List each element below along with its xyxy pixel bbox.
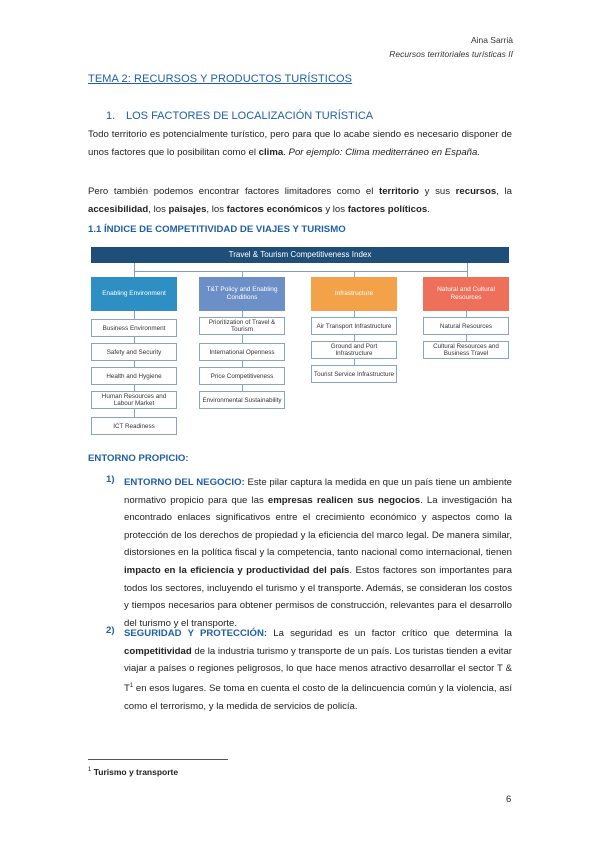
section-title: LOS FACTORES DE LOCALIZACIÓN TURÍSTICA <box>126 110 374 122</box>
sub-ict-readiness: ICT Readiness <box>91 417 177 435</box>
sub-prioritization: Prioritization of Travel & Tourism <box>199 317 285 335</box>
item2-text <box>124 625 512 715</box>
section-number: 1. <box>106 110 116 122</box>
p1-text-a: Todo territorio es potencialmente turístico, pero para que lo acabe siendo es necesario disponer de unos factores que lo posibilitan como el <box>88 129 512 158</box>
p1-example: Por ejemplo: Clima mediterráneo en España. <box>288 146 480 158</box>
section-heading <box>106 110 373 122</box>
footnote-text: Turismo y transporte <box>91 767 179 777</box>
paragraph-2 <box>88 183 512 218</box>
item2-d: en esos lugares. Se toma en cuenta el costo de la delincuencia común y la violencia, así como el terrorismo, y la medida de servicios de policía. <box>124 682 512 712</box>
sub-human-resources: Human Resources and Labour Market <box>91 391 177 409</box>
p1-text-c: . <box>283 146 289 158</box>
item1-c: . La investigación ha encontrado enlaces significativos entre el crecimiento económico y aspectos como la protección de los derechos de propiedad y la eficiencia del marco legal. De manera similar, distorsiones en la política fiscal y la competencia, tanto nacional como internacional, tienen <box>124 494 512 559</box>
item1-text <box>124 474 512 632</box>
pillar-enabling-environment: Enabling Environment <box>91 277 177 311</box>
footnote <box>88 767 178 777</box>
sub-health-hygiene: Health and Hygiene <box>91 367 177 385</box>
sub-safety-security: Safety and Security <box>91 343 177 361</box>
footnote-mark: 1 <box>88 767 92 774</box>
header-course: Recursos territoriales turísticas II <box>389 49 513 59</box>
sub-air-transport: Air Transport Infrastructure <box>311 317 397 335</box>
item2-label: SEGURIDAD Y PROTECCIÓN: <box>124 628 268 639</box>
connector-top <box>134 263 468 271</box>
p2-j: factores económicos <box>226 203 323 215</box>
p2-g: , los <box>148 203 169 215</box>
sub-tourist-service: Tourist Service Infrastructure <box>311 365 397 383</box>
p2-l: factores políticos <box>347 203 428 215</box>
item2-a: La seguridad es un factor crítico que determina la <box>267 628 512 639</box>
item2-footnote-ref: 1 <box>129 682 134 689</box>
p2-a: Pero también podemos encontrar factores limitadores como el <box>88 186 380 197</box>
pillar-natural-cultural: Natural and Cultural Resources <box>423 277 509 311</box>
item1-a: Este pilar captura la medida en que un país tiene un ambiente normativo propicio para que las <box>124 477 512 506</box>
pillar-tt-policy: T&T Policy and Enabling Conditions <box>199 277 285 311</box>
ttci-title-bar: Travel & Tourism Competitiveness Index <box>91 247 509 263</box>
entorno-heading: ENTORNO PROPICIO: <box>88 453 189 464</box>
sub-price-competitiveness: Price Competitiveness <box>199 367 285 385</box>
item1-label: ENTORNO DEL NEGOCIO: <box>124 477 245 488</box>
item2-number: 2) <box>106 625 115 636</box>
footnote-separator <box>88 759 228 760</box>
item2-b: competitividad <box>124 645 192 657</box>
p2-b: territorio <box>379 186 419 197</box>
item1-e: . Estos factores son importantes para todos los sectores, incluyendo el turismo y el transporte. Además, se consideran los costos y tiempos necesarios para obtener permisos de construcción, relevantes para el desarrollo del turismo y el transporte. <box>124 564 512 629</box>
sub-business-environment: Business Environment <box>91 319 177 337</box>
sub-natural-resources: Natural Resources <box>423 317 509 335</box>
connector-branch <box>134 271 468 278</box>
item2-c: de la industria turismo y transporte de un país. Los turistas tienden a evitar viajar a países o regiones peligrosos, lo que hace menos atractivo desarrollar el sector T & T <box>124 645 512 694</box>
p2-h: paisajes <box>168 203 207 215</box>
p2-k: y los <box>322 203 348 215</box>
item1-number: 1) <box>106 474 115 485</box>
p1-bold-clima: clima <box>258 146 284 158</box>
p2-e: , la <box>496 186 512 197</box>
sub-international-openness: International Openness <box>199 343 285 361</box>
paragraph-1 <box>88 126 512 161</box>
subsection-heading: 1.1 ÍNDICE DE COMPETITIVIDAD DE VIAJES Y TURISMO <box>88 224 346 235</box>
header-author: Aina Sarrià <box>470 35 513 45</box>
p2-c: y sus <box>419 186 456 197</box>
item1-d: impacto en la eficiencia y productividad del país <box>124 564 350 576</box>
ttci-diagram <box>91 247 509 447</box>
tema-title: TEMA 2: RECURSOS Y PRODUCTOS TURÍSTICOS <box>88 73 353 85</box>
p2-d: recursos <box>455 186 497 197</box>
p2-i: , los <box>206 203 227 215</box>
page-number: 6 <box>506 794 512 805</box>
sub-cultural-resources: Cultural Resources and Business Travel <box>423 341 509 359</box>
sub-environmental-sustainability: Environmental Sustainability <box>199 391 285 409</box>
item1-b: empresas realicen sus negocios <box>267 494 421 506</box>
sub-ground-port: Ground and Port Infrastructure <box>311 341 397 359</box>
p2-m: . <box>427 203 430 215</box>
p2-f: accesibilidad <box>88 203 149 215</box>
pillar-infrastructure: Infrastructure <box>311 277 397 311</box>
